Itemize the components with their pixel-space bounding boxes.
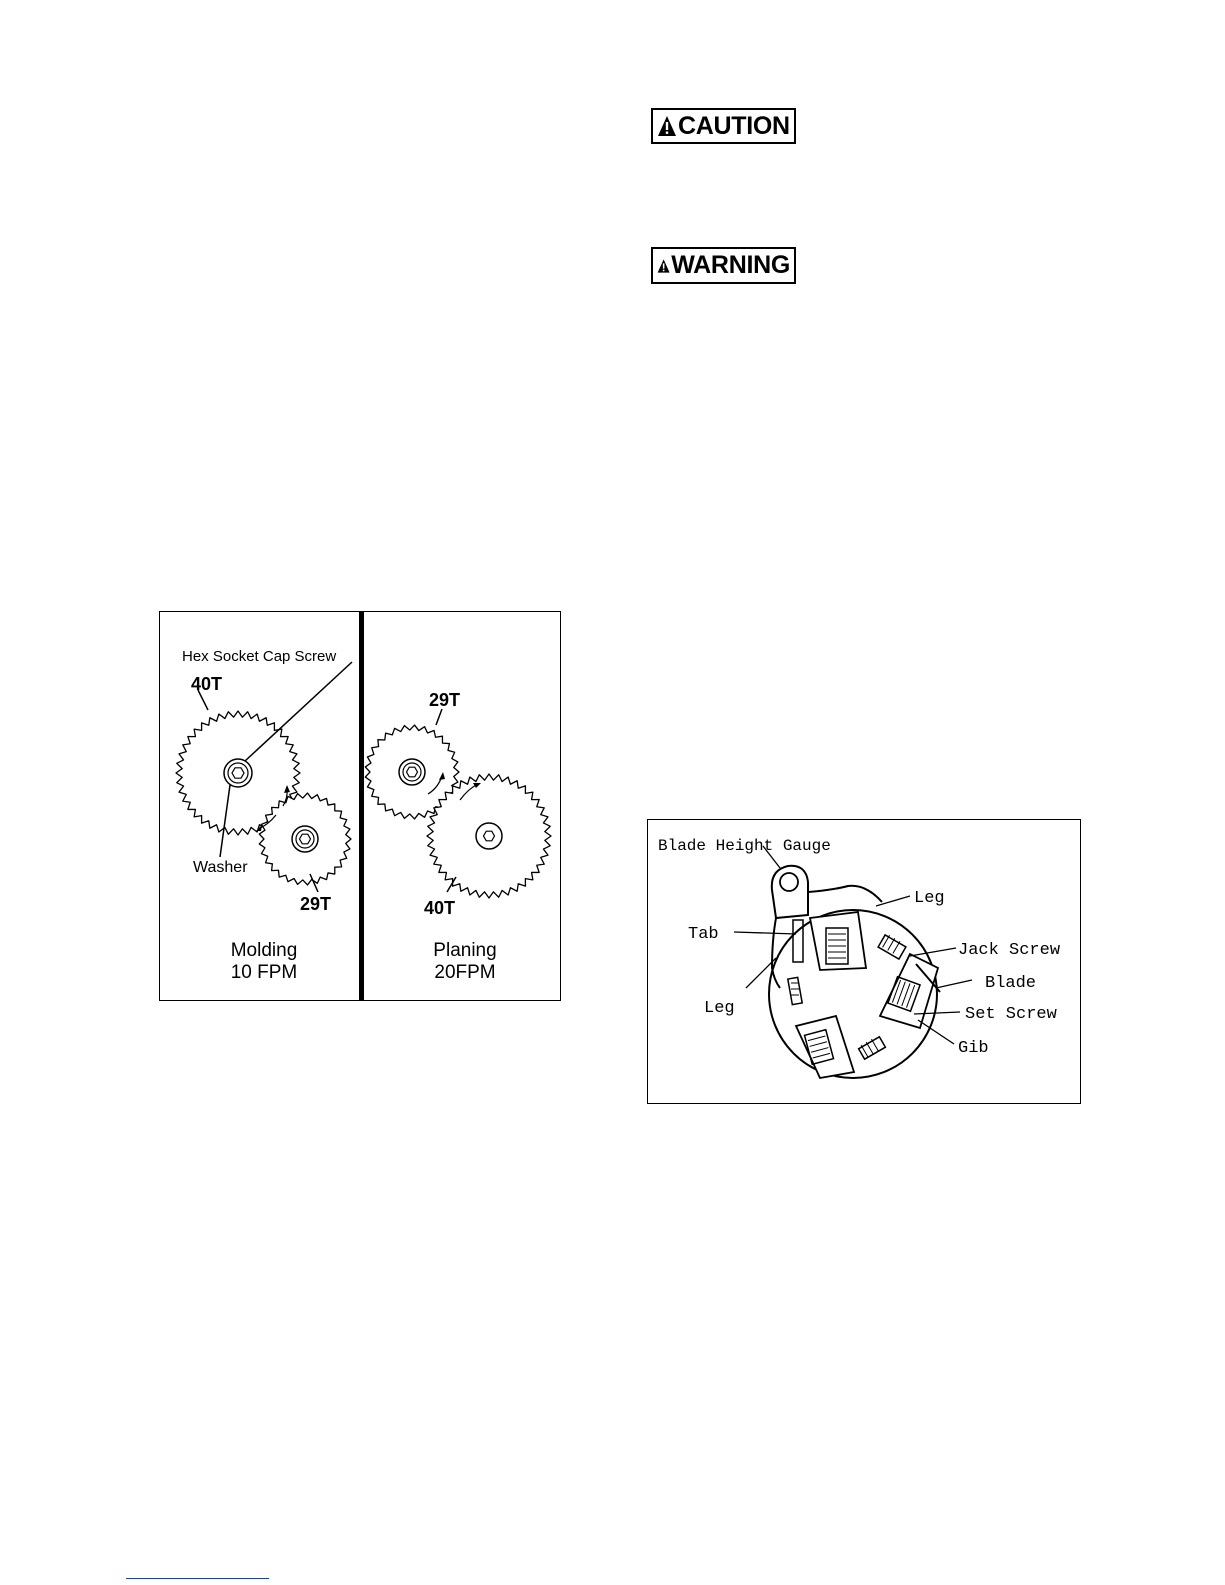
warning-triangle-icon (657, 115, 677, 137)
warning-label: WARNING (671, 251, 790, 279)
caution-label: CAUTION (678, 111, 790, 140)
blade-assembly (878, 935, 940, 1028)
gear-29t-label: 29T (300, 894, 332, 914)
set-screw-label: Set Screw (965, 1005, 1057, 1024)
blade-assembly (788, 912, 866, 1005)
blade-assembly (796, 1016, 885, 1078)
blade-height-gauge-label: Blade Height Gauge (658, 837, 831, 855)
gear-teeth-outline (427, 774, 551, 898)
gear-40t-label: 40T (191, 674, 223, 694)
gib-label: Gib (958, 1039, 989, 1058)
gear-diagram (160, 612, 560, 1000)
gauge-leg (808, 886, 882, 902)
caution-badge (651, 108, 796, 144)
footer-link-underline (126, 1578, 269, 1579)
gear-40t-right (427, 774, 551, 898)
tab-label: Tab (688, 925, 719, 944)
washer-label: Washer (193, 859, 248, 876)
cutterhead-diagram (648, 820, 1080, 1103)
warning-badge (651, 247, 796, 284)
molding-speed-label: 10 FPM (230, 962, 298, 983)
blade-height-gauge-figure (647, 819, 1081, 1104)
jack-screw-label: Jack Screw (958, 941, 1061, 960)
gauge-tab (793, 920, 803, 962)
gear-40t-label: 40T (424, 898, 456, 918)
leg-label: Leg (704, 999, 735, 1018)
gear-teeth-outline (259, 793, 351, 885)
gear-speed-figure (159, 611, 561, 1001)
gear-29t-left (259, 793, 351, 885)
warning-triangle-icon (657, 255, 670, 277)
hex-socket-cap-screw-label: Hex Socket Cap Screw (182, 648, 337, 665)
panel-divider (359, 612, 364, 1000)
leg-label: Leg (914, 889, 945, 908)
blade-label: Blade (985, 974, 1037, 993)
gear-29t-label: 29T (429, 690, 461, 710)
planing-mode-label: Planing (433, 940, 497, 961)
planing-speed-label: 20FPM (434, 962, 496, 983)
molding-mode-label: Molding (230, 940, 298, 961)
